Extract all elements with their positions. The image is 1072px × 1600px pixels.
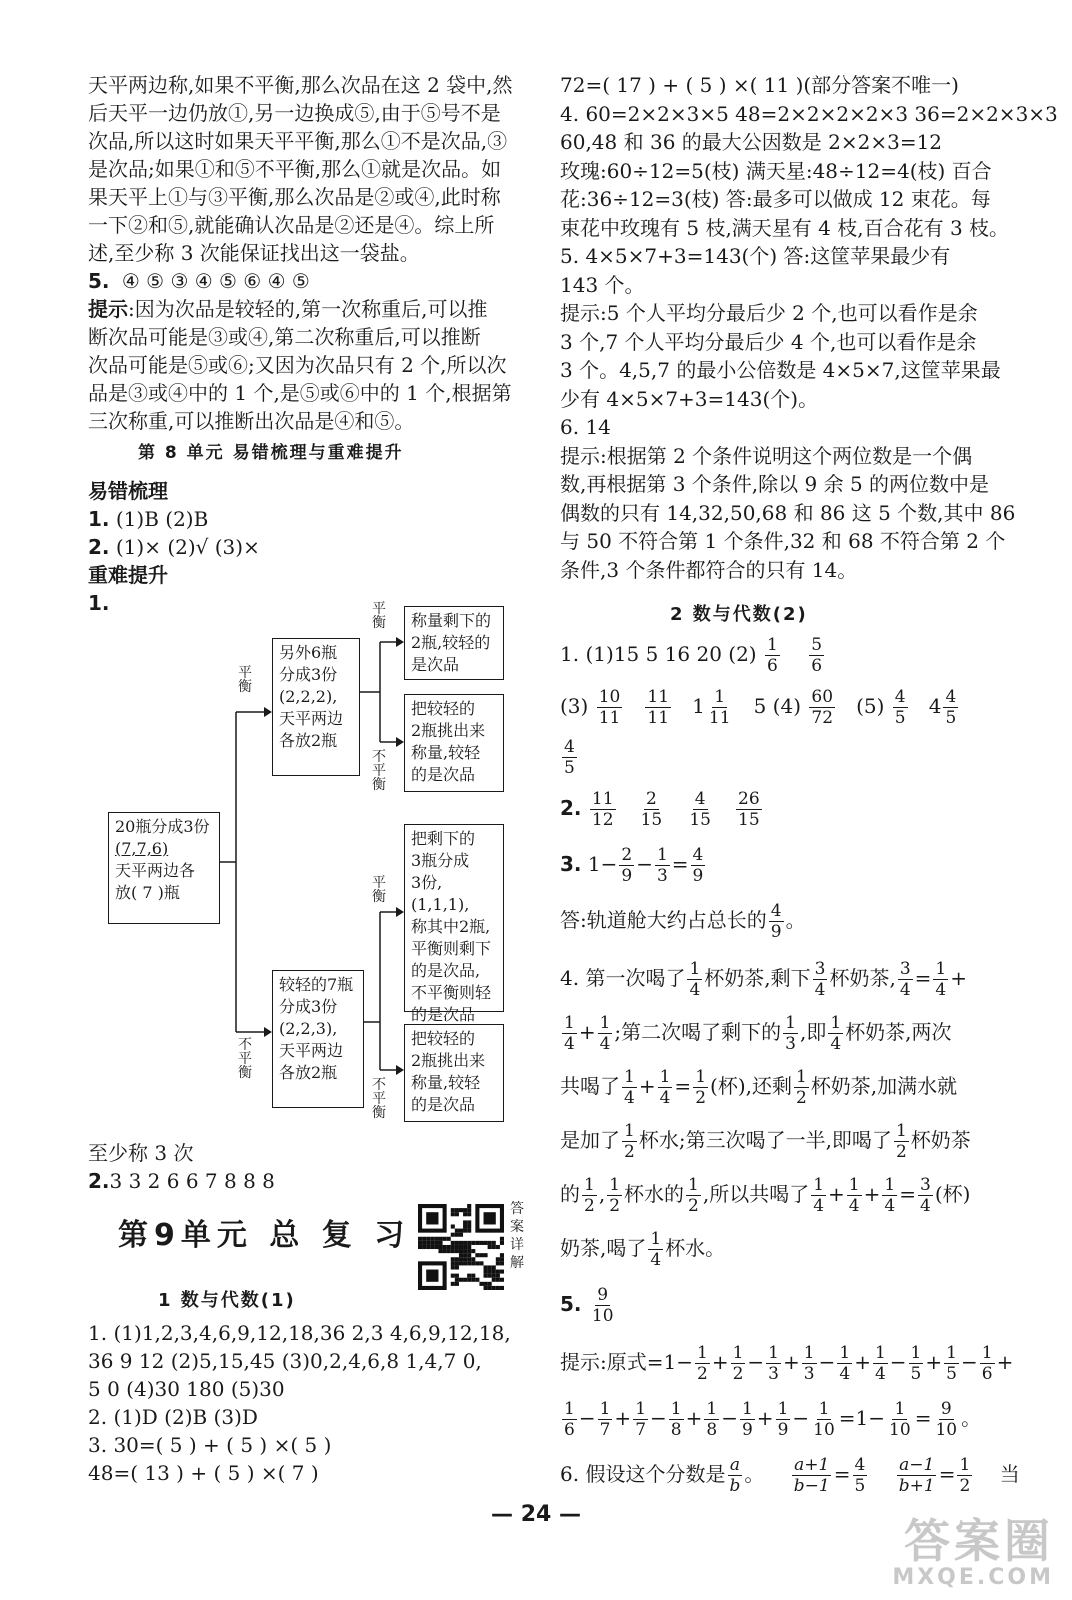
answer-2-5-hint-line2: $\frac{1}{6}$ − $\frac{1}{7}$ + $\frac{1}{7}$ − $\frac{1}{8}$ + $\frac{1}{8}$ − $\frac{1}{9}$ + $\frac{1}{9}$ − $\frac{1}{10}$ =1− $\frac{1}{10}$ = $\frac{9}{10}$ 。 [564, 1399, 982, 1440]
yicuo-heading: 易错梳理 [88, 479, 168, 503]
solution-paragraph-line: 次品,所以这时如果天平平衡,那么①不是次品,③ [88, 129, 508, 153]
fraction: $\frac{11}{11}$ [647, 687, 670, 728]
solution-paragraph-line: 果天平上①与③平衡,那么次品是②或④,此时称 [88, 185, 501, 209]
fraction: $\frac{9}{10}$ [935, 1399, 958, 1440]
fraction: $\frac{1}{3}$ [768, 1343, 779, 1384]
answer-2-4-line6: 奶茶,喝了 $\frac{1}{4}$ 杯水。 [560, 1229, 726, 1270]
right-answer-line: 143 个。 [560, 272, 645, 297]
fraction: $\frac{11}{12}$ [591, 789, 614, 830]
right-answer-line: 5. 4×5×7+3=143(个) 答:这筐苹果最少有 [560, 244, 951, 268]
label-unbalance-2: 不平衡 [372, 749, 386, 793]
right-answer-line: 3 个。4,5,7 的最小公倍数是 4×5×7,这筐苹果最 [560, 358, 1001, 382]
fraction: $\frac{5}{6}$ [811, 635, 823, 676]
solution-paragraph-line: 天平两边称,如果不平衡,那么次品在这 2 袋中,然 [88, 73, 513, 97]
solution-paragraph-line: 一下②和⑤,就能确认次品是②还是④。综上所 [88, 213, 495, 237]
tree-leaf-3: 把剩下的 3瓶分成 3份,(1,1,1), 称其中2瓶, 平衡则剩下 的是次品, 不平衡则轻 的是次品 [404, 824, 504, 1012]
sub1-answer-line: 2. (1)D (2)B (3)D [88, 1405, 258, 1429]
tree-upper-middle-box: 另外6瓶 分成3份 (2,2,2), 天平两边 各放2瓶 [272, 638, 360, 776]
fraction: $\frac{1}{4}$ [874, 1343, 886, 1384]
answer-2-4-line5: 的 $\frac{1}{2}$ , $\frac{1}{2}$ 杯水的 $\frac{1}{2}$ ,所以共喝了 $\frac{1}{4}$ + $\frac{1}{4}$ + $\frac{1}{4}$ = $\frac{3}{4}$ (杯) [560, 1175, 971, 1216]
fraction: $\frac{1}{9}$ [741, 1399, 753, 1440]
zhongnan-1-label: 1. [88, 591, 110, 615]
sub1-answer-line: 3. 30=( 5 ) + ( 5 ) ×( 5 ) [88, 1433, 332, 1457]
label-balance-2: 平衡 [372, 601, 386, 631]
hint-5-line: 次品可能是⑤或⑥;又因为次品只有 2 个,所以次 [88, 353, 507, 377]
answer-2-6: 6. 假设这个分数是 $\frac{a}{b}$ 。 $\frac{a+1}{b-1}$ = $\frac{4}{5}$ $\frac{a-1}{b+1}$ = $\frac{1}{2}$ 当 [560, 1455, 1020, 1496]
fraction: $\frac{1}{7}$ [635, 1399, 647, 1440]
question-5: 5. ④ ⑤ ③ ④ ⑤ ⑥ ④ ⑤ [88, 269, 310, 293]
tree-root-box: 20瓶分成3份 (7,7,6) 天平两边各 放( 7 )瓶 [108, 812, 220, 924]
fraction: $\frac{1}{6}$ [564, 1399, 575, 1440]
solution-paragraph-line: 后天平一边仍放①,另一边换成⑤,由于⑤号不是 [88, 101, 501, 125]
fraction: $\frac{4}{9}$ [770, 901, 782, 942]
fraction: $\frac{1}{10}$ [813, 1399, 835, 1440]
right-answer-line: 提示:根据第 2 个条件说明这个两位数是一个偶 [560, 443, 973, 468]
answer-2-2: 2. $\frac{11}{12}$ $\frac{2}{15}$ $\frac{4}{15}$ $\frac{26}{15}$ [560, 789, 760, 830]
unit9-heading: 第9单元 总 复 习 [118, 1218, 411, 1253]
fraction: $\frac{4}{5}$ [564, 737, 575, 778]
fraction: $\frac{4}{9}$ [692, 845, 704, 886]
answer-2-4-line3: 共喝了 $\frac{1}{4}$ + $\frac{1}{4}$ = $\frac{1}{2}$ (杯),还剩 $\frac{1}{2}$ 杯奶茶,加满水就 [560, 1067, 958, 1108]
answer-2-5-hint-line1: 提示:原式=1− $\frac{1}{2}$ + $\frac{1}{2}$ − $\frac{1}{3}$ + $\frac{1}{3}$ − $\frac{1}{4}$ + $\frac{1}{4}$ − $\frac{1}{5}$ + $\frac{1}{5}$ − $\frac{1}{6}$ + [560, 1343, 1014, 1384]
solution-paragraph-line: 述,至少称 3 次能保证找出这一袋盐。 [88, 241, 420, 265]
page-number: — 24 — [491, 1502, 581, 1527]
at-least-text: 至少称 3 次 [88, 1141, 194, 1165]
zhongnan-heading: 重难提升 [88, 563, 168, 587]
qr-caption: 答 案 详 解 [510, 1201, 524, 1271]
sub1-answer-line: 5 0 (4)30 180 (5)30 [88, 1377, 285, 1401]
sub1-heading: 1 数与代数(1) [158, 1290, 296, 1311]
tree-lower-middle-box: 较轻的7瓶 分成3份 (2,2,3), 天平两边 各放2瓶 [272, 970, 364, 1108]
unit8-heading: 第 8 单元 易错梳理与重难提升 [138, 443, 404, 463]
fraction: $\frac{10}{11}$ [598, 687, 621, 728]
sub1-answer-line: 36 9 12 (2)5,15,45 (3)0,2,4,6,8 1,4,7 0, [88, 1349, 482, 1373]
answer-2-4-line4: 是加了 $\frac{1}{2}$ 杯水;第三次喝了一半,即喝了 $\frac{1}{2}$ 杯奶茶 [560, 1121, 971, 1162]
right-answer-line: 条件,3 个条件都符合的只有 14。 [560, 557, 858, 582]
label-unbalance-3: 不平衡 [372, 1077, 386, 1121]
sub1-answer-line: 48=( 13 ) + ( 5 ) ×( 7 ) [88, 1461, 319, 1485]
fraction: $\frac{1}{5}$ [946, 1343, 957, 1384]
qr-code [418, 1204, 504, 1290]
fraction: $\frac{26}{15}$ [738, 789, 760, 830]
fraction: $\frac{1}{10}$ [889, 1399, 911, 1440]
fraction: $\frac{4}{5}$ [894, 687, 906, 728]
fraction: $\frac{1}{8}$ [706, 1399, 718, 1440]
hint-5-line: 三次称重,可以推断出次品是④和⑤。 [88, 409, 415, 433]
fraction: $\frac{2}{15}$ [640, 789, 663, 830]
right-answer-line: 3 个,7 个人平均分最后少 4 个,也可以看作是余 [560, 329, 977, 354]
fraction: $\frac{1}{6}$ [981, 1343, 993, 1384]
fraction: $\frac{1}{8}$ [670, 1399, 682, 1440]
answer-2-1-line2: (3) $\frac{10}{11}$ $\frac{11}{11}$ 1 $\frac{1}{11}$ 5 (4) $\frac{60}{72}$ (5) $\frac{4}{5}$ 4 $\frac{4}{5}$ [560, 687, 957, 728]
solution-paragraph-line: 是次品;如果①和⑤不平衡,那么①就是次品。如 [88, 157, 502, 181]
fraction: $\frac{1}{4}$ [839, 1343, 851, 1384]
tree-leaf-2: 把较轻的 2瓶挑出来 称量,较轻 的是次品 [404, 694, 504, 792]
fraction: $\frac{1}{7}$ [599, 1399, 611, 1440]
fraction: $\frac{1}{5}$ [910, 1343, 922, 1384]
right-answer-line: 玫瑰:60÷12=5(枝) 满天星:48÷12=4(枝) 百合 [560, 158, 992, 183]
hint-5-line: 品是③或④中的 1 个,是⑤或⑥中的 1 个,根据第 [88, 381, 512, 405]
tree-leaf-1: 称量剩下的 2瓶,较轻的 是次品 [404, 606, 504, 680]
answer-2-4-line1: 4. 第一次喝了 $\frac{1}{4}$ 杯奶茶,剩下 $\frac{3}{4}$ 杯奶茶, $\frac{3}{4}$ = $\frac{1}{4}$ + [560, 959, 968, 1000]
answer-2-3-reply: 答:轨道舱大约占总长的 $\frac{4}{9}$ 。 [560, 901, 806, 942]
fraction: $\frac{4}{5}$ [945, 687, 957, 728]
tree-leaf-4: 把较轻的 2瓶挑出来 称量,较轻 的是次品 [404, 1024, 504, 1122]
right-answer-line: 与 50 不符合第 1 个条件,32 和 68 不符合第 2 个 [560, 529, 1006, 553]
answer-2-5: 5. $\frac{9}{10}$ [560, 1285, 614, 1326]
fraction: $\frac{2}{9}$ [621, 845, 633, 886]
right-answer-line: 偶数的只有 14,32,50,68 和 86 这 5 个数,其中 86 [560, 500, 1016, 525]
right-answer-line: 6. 14 [560, 415, 611, 439]
answer-2-1-line3 [560, 734, 579, 778]
fraction: $\frac{1}{3}$ [656, 845, 668, 886]
answer-2-4-line2: $\frac{1}{4}$ + $\frac{1}{4}$ ;第二次喝了剩下的 $\frac{1}{3}$ ,即 $\frac{1}{4}$ 杯奶茶,两次 [564, 1013, 952, 1054]
watermark: 答案圈 MXQE.COM [892, 1514, 1054, 1590]
label-balance-1: 平衡 [238, 665, 252, 695]
fraction: $\frac{4}{15}$ [689, 789, 711, 830]
right-answer-line: 数,再根据第 3 个条件,除以 9 余 5 的两位数中是 [560, 472, 990, 496]
hint-5-line: 提示:因为次品是较轻的,第一次称重后,可以推 [88, 297, 488, 321]
hint-5-line: 断次品可能是③或④,第二次称重后,可以推断 [88, 325, 481, 349]
fraction: $\frac{1}{2}$ [732, 1343, 744, 1384]
right-answer-line: 4. 60=2×2×3×5 48=2×2×2×2×3 36=2×2×3×3 [560, 101, 1058, 126]
right-answer-line: 60,48 和 36 的最大公因数是 2×2×3=12 [560, 130, 943, 154]
question-2: 2.3 3 2 6 6 7 8 8 8 [88, 1169, 275, 1193]
fraction: $\frac{1}{9}$ [777, 1399, 789, 1440]
label-unbalance-1: 不平衡 [238, 1037, 252, 1081]
yicuo-2: 2. (1)× (2)√ (3)× [88, 535, 260, 559]
yicuo-1: 1. (1)B (2)B [88, 507, 209, 531]
answer-2-3: 3. 1− $\frac{2}{9}$ − $\frac{1}{3}$ = $\frac{4}{9}$ [560, 845, 704, 886]
sub1-answer-line: 1. (1)1,2,3,4,6,9,12,18,36 2,3 4,6,9,12,18, [88, 1321, 511, 1345]
fraction: $\frac{1}{6}$ [766, 635, 778, 676]
right-answer-line: 提示:5 个人平均分最后少 2 个,也可以看作是余 [560, 301, 978, 325]
sub2-heading: 2 数与代数(2) [670, 604, 808, 625]
right-answer-line: 72=( 17 ) + ( 5 ) ×( 11 )(部分答案不唯一) [560, 73, 959, 97]
answer-2-1-line1: 1. (1)15 5 16 20 (2) $\frac{1}{6}$ $\frac{5}{6}$ [560, 635, 823, 676]
right-answer-line: 束花中玫瑰有 5 枝,满天星有 4 枝,百合花有 3 枝。 [560, 215, 1010, 240]
fraction: $\frac{1}{3}$ [803, 1343, 815, 1384]
right-answer-line: 花:36÷12=3(枝) 答:最多可以做成 12 束花。每 [560, 187, 991, 211]
fraction: $\frac{60}{72}$ [811, 687, 834, 728]
fraction: $\frac{1}{2}$ [696, 1343, 708, 1384]
fraction: $\frac{1}{11}$ [708, 687, 731, 728]
label-balance-3: 平衡 [372, 875, 386, 905]
right-answer-line: 少有 4×5×7+3=143(个)。 [560, 386, 819, 411]
